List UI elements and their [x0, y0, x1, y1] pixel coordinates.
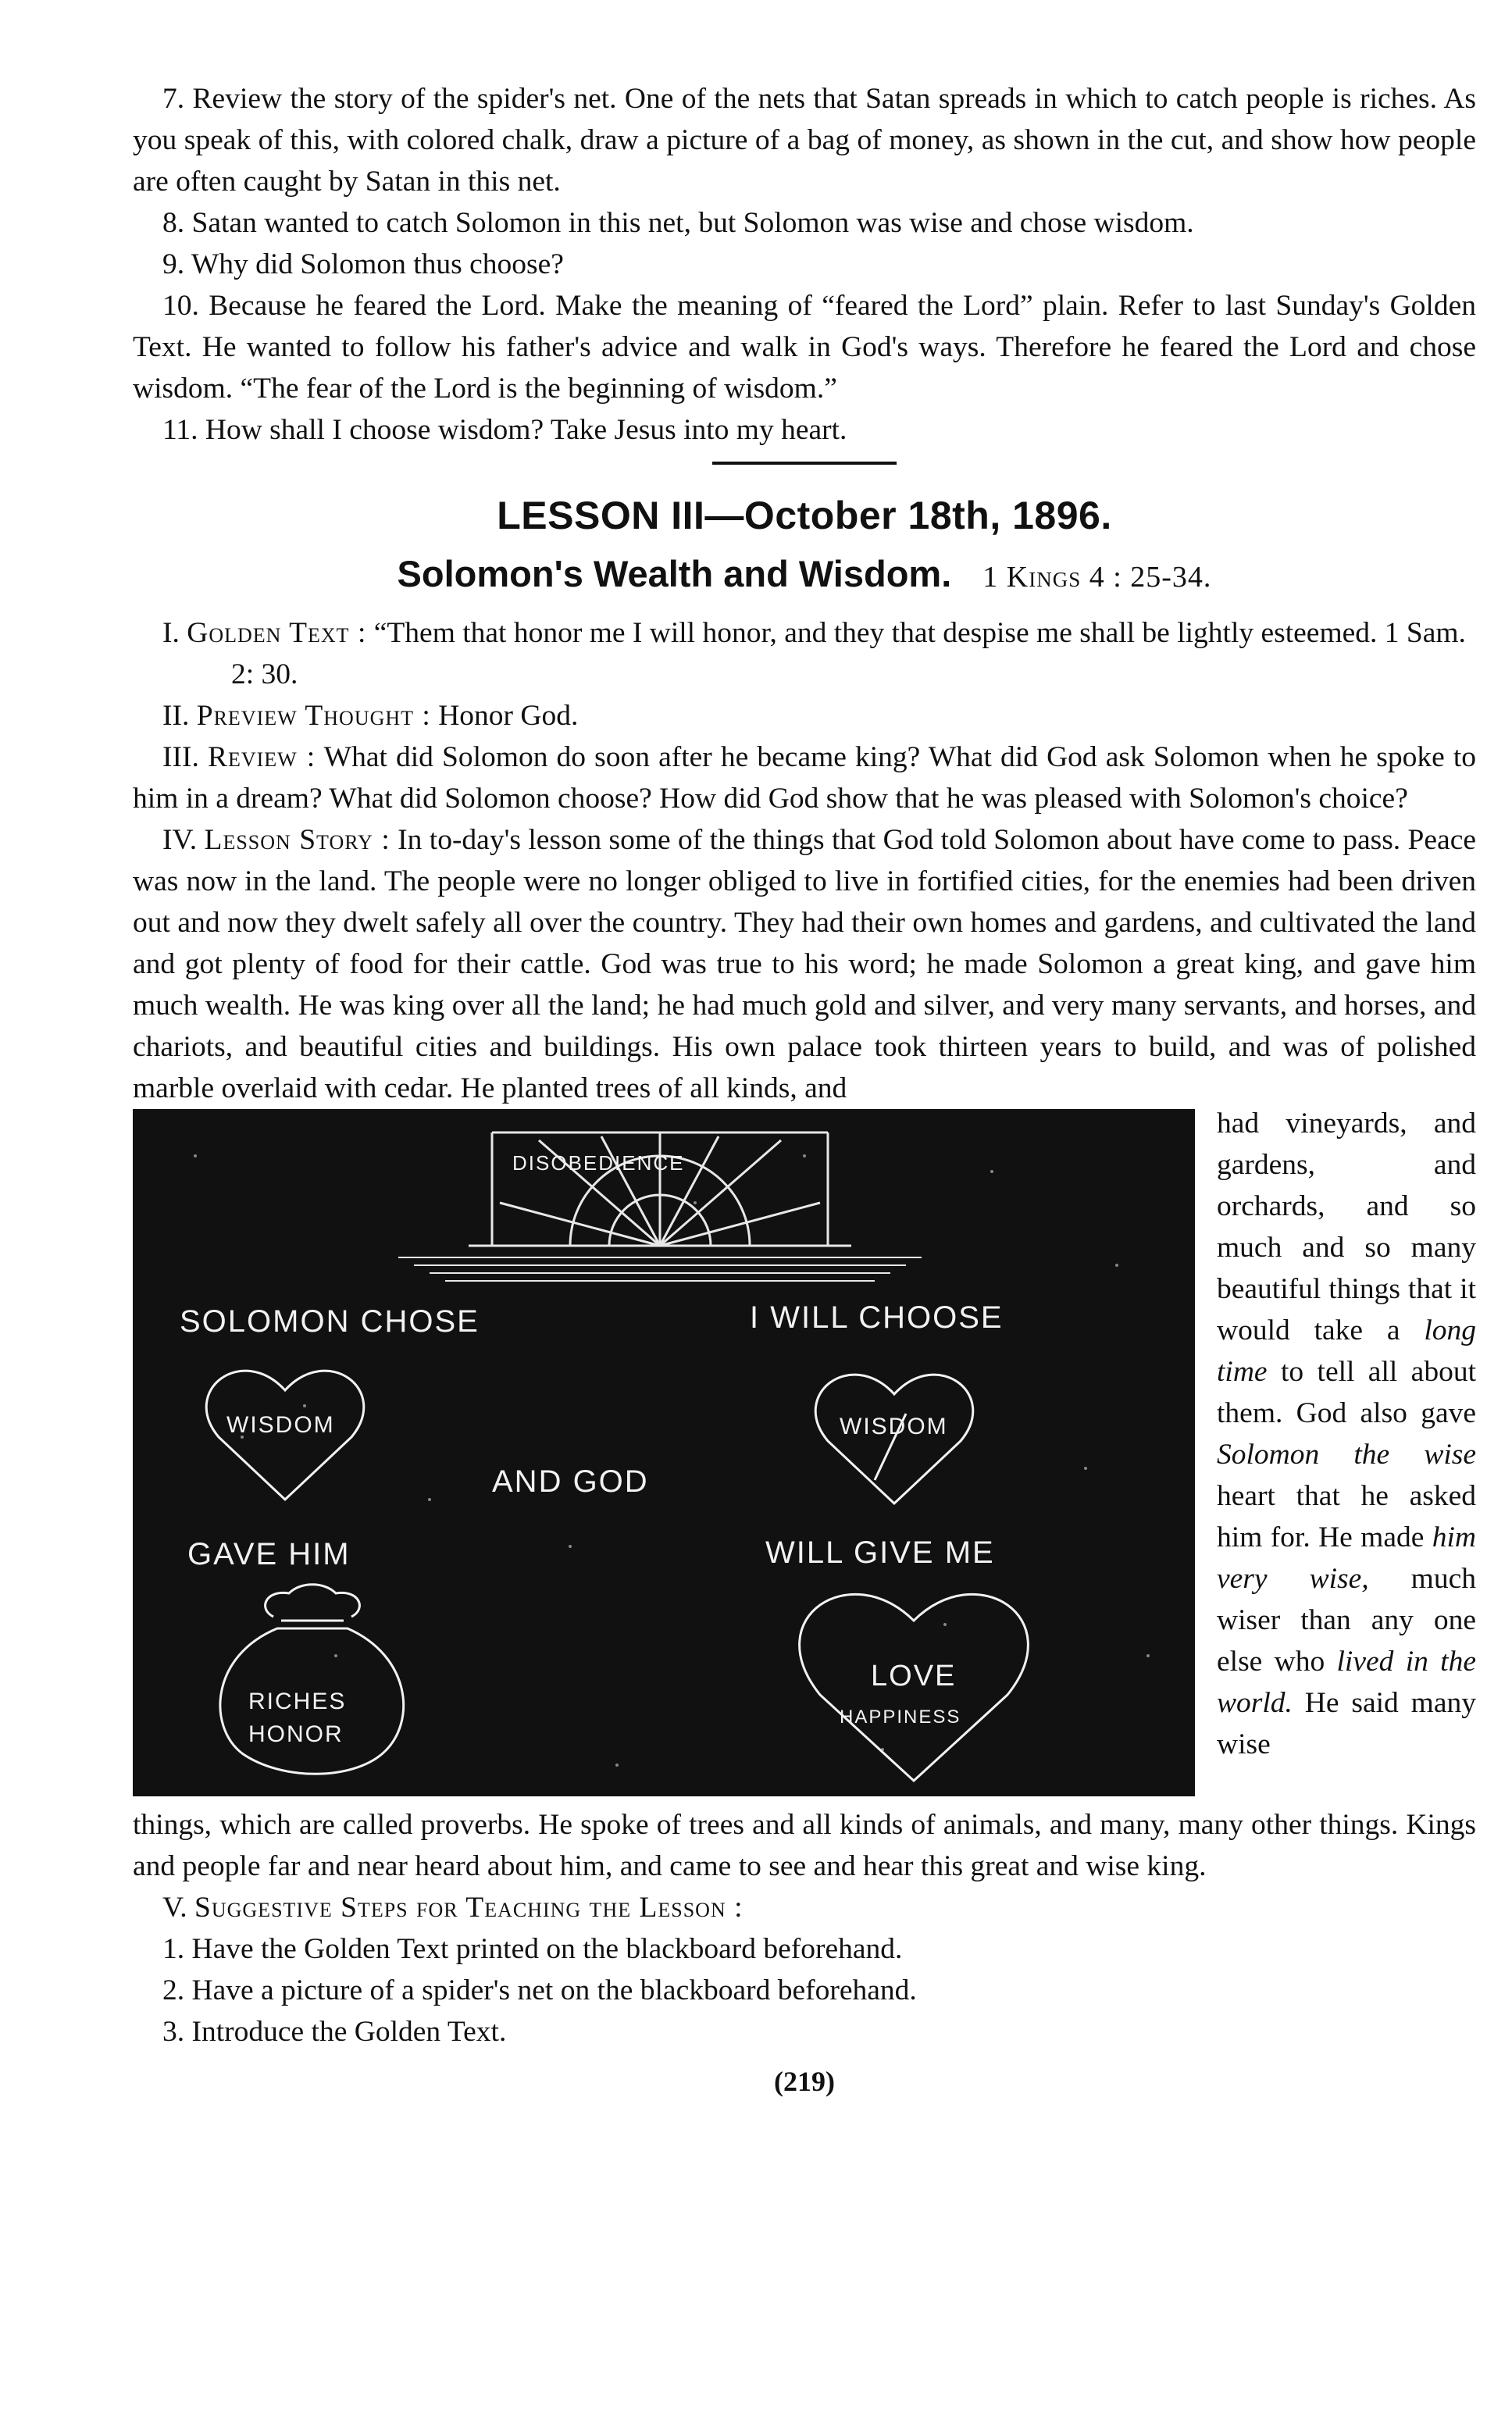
riches-label: RICHES	[248, 1689, 347, 1714]
list-item: 8. Satan wanted to catch Solomon in this net, but Solomon was wise and chose wisdom.	[162, 207, 1194, 239]
list-item: 11. How shall I choose wisdom? Take Jesus into my heart.	[162, 414, 847, 446]
love-label: LOVE	[871, 1660, 957, 1692]
honor-label: HONOR	[248, 1721, 344, 1747]
spider-net-icon	[469, 1132, 851, 1246]
i-will-choose-text: I WILL CHOOSE	[750, 1300, 1004, 1335]
wisdom-heart-left: WISDOM	[226, 1412, 335, 1438]
list-item: 2. Have a picture of a spider's net on the blackboard beforehand.	[162, 1974, 917, 2006]
list-item: 10. Because he feared the Lord. Make the meaning of “feared the Lord” plain. Refer to last Sunday's Golden Text. He wanted to follow his father's advice and walk in God's ways. Therefore he feared the Lord and chose wisdom. “The fear of the Lord is the beginning of wisdom.”	[133, 290, 1476, 405]
gave-him-text: GAVE HIM	[187, 1537, 351, 1571]
divider-rule	[712, 462, 897, 465]
steps-heading: V. Suggestive Steps for Teaching the Lesson :	[162, 1892, 744, 1924]
preview-thought: II. Preview Thought : Honor God.	[162, 700, 579, 732]
happiness-label: HAPPINESS	[840, 1707, 961, 1728]
steps-list	[133, 1928, 1476, 2053]
intro-list	[133, 78, 1476, 451]
list-item: 7. Review the story of the spider's net. One of the nets that Satan spreads in which to catch people is riches. As you speak of this, with colored chalk, draw a picture of a bag of money, as shown in the cut, and show how people are often caught by Satan in this net.	[133, 83, 1476, 198]
list-item: 1. Have the Golden Text printed on the blackboard beforehand.	[162, 1933, 903, 1965]
story-continuation: things, which are called proverbs. He spoke of trees and all kinds of animals, and many, many other things. Kings and people far and near heard about him, and came to see and hear this great and wise king.	[133, 1809, 1476, 1882]
list-item: 3. Introduce the Golden Text.	[162, 2016, 507, 2048]
net-label: DISOBEDIENCE	[512, 1151, 685, 1175]
list-item: 9. Why did Solomon thus choose?	[162, 248, 564, 280]
will-give-me-text: WILL GIVE ME	[765, 1535, 995, 1570]
solomon-chose-text: SOLOMON CHOSE	[180, 1304, 480, 1339]
lesson-subtitle	[133, 552, 1476, 595]
wisdom-heart-right: WISDOM	[840, 1414, 948, 1439]
lesson-title: LESSON III—October 18th, 1896.	[497, 494, 1112, 537]
lesson-story: IV. Lesson Story : In to-day's lesson some of the things that God told Solomon about have come to pass. Peace was now in the land. The people were no longer obliged to live in fortified cities, for the enemies had been driven out and now they dwelt safely all over the country. They had their own homes and gardens, and cultivated the land and got plenty of food for their cattle. God was true to his word; he made Solomon a great king, and gave him much wealth. He was king over all the land; he had much gold and silver, and very many servants, and horses, and chariots, and beautiful cities and buildings. His own palace took thirteen years to build, and was of polished marble overlaid with cedar. He planted trees of all kinds, and	[133, 824, 1476, 1104]
blackboard-illustration	[133, 1109, 1195, 1796]
page	[133, 78, 1476, 2098]
page-number: (219)	[774, 2066, 835, 2097]
review: III. Review : What did Solomon do soon after he became king? What did God ask Solomon when he spoke to him in a dream? What did Solomon choose? How did God show that he was pleased with Solomon's choice?	[133, 741, 1477, 815]
and-god-text: AND GOD	[492, 1464, 649, 1499]
figure-block	[133, 1109, 1476, 1796]
scripture-reference: 1 Kings 4 : 25-34.	[982, 561, 1212, 594]
side-text-column: had vineyards, and gardens, and orchards, and so much and so many beautiful things that it would take a long time to tell all about them. God also gave Solomon the wise heart that he asked him for. He made him very wise, much wiser than any one else who lived in the world. He said many wise	[1217, 1107, 1476, 1760]
lesson-subtitle-text: Solomon's Wealth and Wisdom.	[397, 553, 952, 594]
golden-text: I. Golden Text : “Them that honor me I will honor, and they that despise me shall be lightly esteemed. 1 Sam. 2: 30.	[162, 617, 1466, 690]
